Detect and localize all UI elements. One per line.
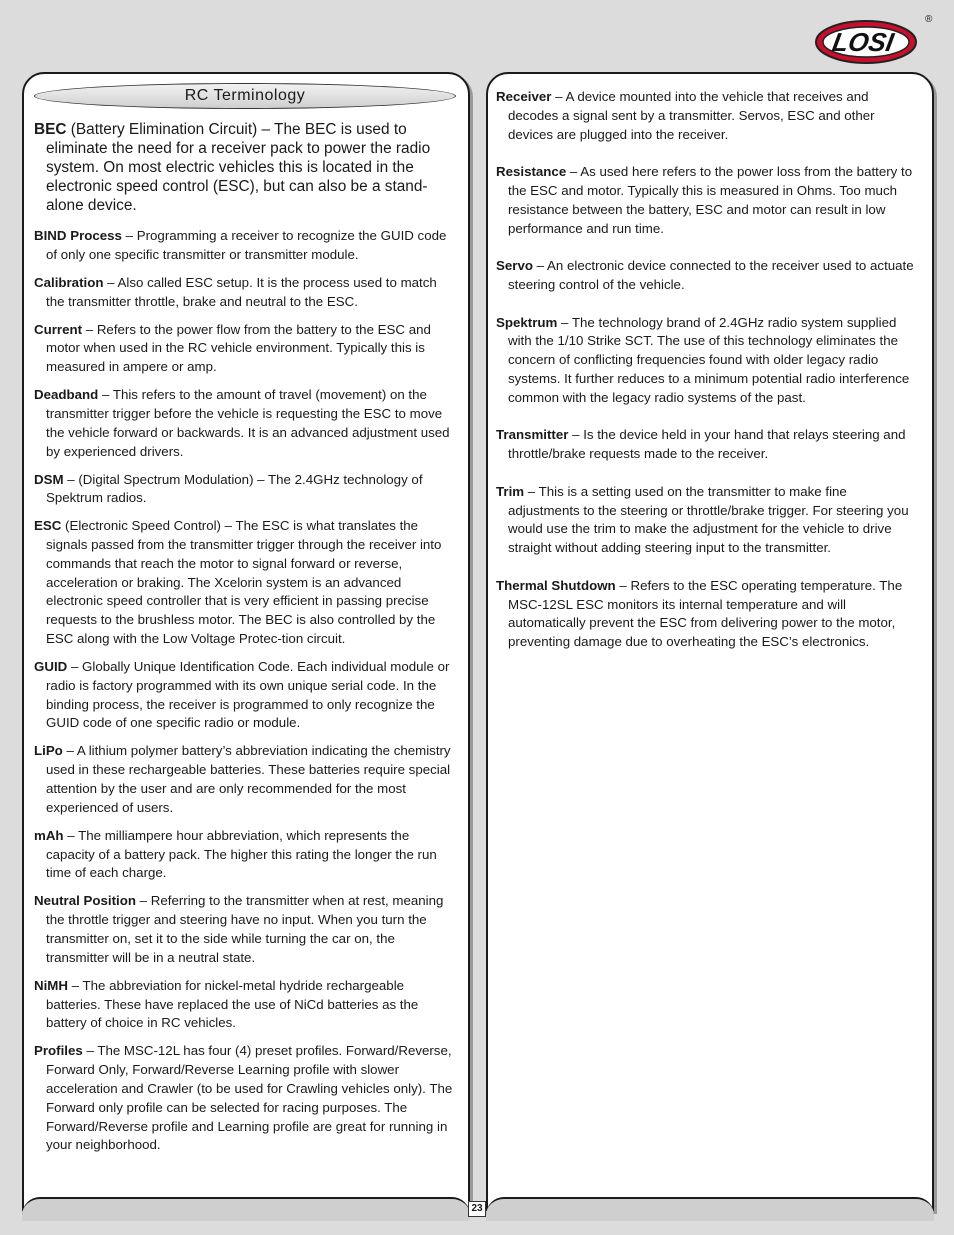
glossary-definition: – Is the device held in your hand that relays steering and throttle/brake requests made to the receiver. xyxy=(508,427,906,462)
glossary-definition: – This refers to the amount of travel (movement) on the transmitter trigger before the vehicle is requesting the ESC to move the vehicle forward or backwards. It is an advanced adjustment used by experienced drivers. xyxy=(46,387,450,459)
glossary-term: Trim xyxy=(496,483,525,499)
glossary-definition: – Globally Unique Identification Code. Each individual module or radio is factory programmed with its own unique serial code. In the binding process, the receiver is programmed to only recognize the GUID code of one specific radio or module. xyxy=(46,659,450,731)
glossary-definition: – Also called ESC setup. It is the process used to match the transmitter throttle, brake and neutral to the ESC. xyxy=(46,274,437,309)
glossary-definition: – The MSC-12L has four (4) preset profiles. Forward/Reverse, Forward Only, Forward/Reverse Learning profile with slower acceleration and Crawler (to be used for Crawling vehicles only). The Forward only profile can be selected for racing purposes. The Forward/Reverse profile and Learning profile are great for running in your neighborhood. xyxy=(46,1043,453,1153)
glossary-definition: – The technology brand of 2.4GHz radio system supplied with the 1/10 Strike SCT. The use of this technology eliminates the concern of conflicting frequencies found with older legacy radio systems. It further reduces to a minimum potential radio interference common with the legacy radio systems of the past. xyxy=(508,314,910,405)
glossary-definition: – This is a setting used on the transmitter to make fine adjustments to the steering or throttle/brake trigger. For steering you would use the trim to make the adjustment for the vehicle to drive straight without adding steering input to the transmitter. xyxy=(508,483,909,556)
glossary-entry xyxy=(34,227,456,265)
glossary-entry xyxy=(34,827,456,883)
glossary-term: Resistance xyxy=(496,164,567,180)
glossary-term: BEC xyxy=(34,121,67,138)
registered-mark: ® xyxy=(925,14,933,25)
glossary-definition: – A device mounted into the vehicle that receives and decodes a signal sent by a transmitter. Servos, ESC and other devices are plugged into the receiver. xyxy=(508,89,875,142)
left-column xyxy=(34,120,456,1164)
page-number: 23 xyxy=(468,1201,486,1217)
glossary-definition: – As used here refers to the power loss from the battery to the ESC and motor. Typically this is measured in Ohms. Too much resistance between the battery, ESC and motor can result in low performance and run time. xyxy=(508,164,913,236)
glossary-definition: – A lithium polymer battery’s abbreviation indicating the chemistry used in these rechargeable batteries. These batteries require special attention by the user and are only recommended for the most experienced of users. xyxy=(46,743,451,815)
glossary-term: Calibration xyxy=(34,274,104,290)
left-panel-footer xyxy=(22,1197,470,1221)
glossary-definition: – (Digital Spectrum Modulation) – The 2.4GHz technology of Spektrum radios. xyxy=(46,471,423,506)
glossary-term: ESC xyxy=(34,518,62,534)
glossary-term: Transmitter xyxy=(496,427,569,443)
glossary-definition: – Referring to the transmitter when at rest, meaning the throttle trigger and steering have no input. When you turn the transmitter on, set it to the side while turning the car on, the transmitter will be in a neutral state. xyxy=(46,893,444,965)
section-title: RC Terminology xyxy=(34,83,456,109)
glossary-term: mAh xyxy=(34,827,64,843)
glossary-definition: – Refers to the ESC operating temperature. The MSC-12SL ESC monitors its internal temperature and will automatically prevent the ESC from delivering power to the motor, preventing damage due to overheating the ESC’s electronics. xyxy=(508,577,903,650)
glossary-term: Thermal Shutdown xyxy=(496,577,616,593)
glossary-term: Receiver xyxy=(496,89,552,104)
glossary-term: Deadband xyxy=(34,387,99,403)
glossary-entry xyxy=(34,892,456,967)
glossary-term: Profiles xyxy=(34,1043,83,1059)
glossary-term: BIND Process xyxy=(34,228,122,243)
glossary-entry xyxy=(496,577,920,652)
glossary-definition: – The milliampere hour abbreviation, which represents the capacity of a battery pack. The higher this rating the longer the run time of each charge. xyxy=(46,827,437,881)
glossary-term: GUID xyxy=(34,659,68,675)
glossary-entry xyxy=(34,274,456,312)
glossary-term: Servo xyxy=(496,258,533,274)
glossary-term: DSM xyxy=(34,471,64,487)
glossary-term: NiMH xyxy=(34,977,68,993)
glossary-definition: – Refers to the power flow from the battery to the ESC and motor when used in the RC vehicle environment. Typically this is measured in ampere or amp. xyxy=(46,321,431,375)
glossary-entry xyxy=(496,314,920,408)
glossary-entry xyxy=(496,426,920,464)
glossary-entry xyxy=(34,471,456,509)
glossary-entry xyxy=(34,742,456,817)
glossary-entry xyxy=(34,120,456,215)
glossary-entry xyxy=(34,1042,456,1155)
logo-wordmark: LOSI xyxy=(830,27,896,57)
glossary-term: Current xyxy=(34,321,83,337)
right-column xyxy=(496,88,920,671)
glossary-term: Spektrum xyxy=(496,314,558,330)
glossary-definition: (Battery Elimination Circuit) – The BEC is used to eliminate the need for a receiver pack to power the radio system. On most electric vehicles this is located in the electronic speed control (ESC), but can also be a stand-alone device. xyxy=(46,121,431,214)
glossary-definition: (Electronic Speed Control) – The ESC is what translates the signals passed from the transmitter trigger through the receiver into commands that reach the motor to signal forward or reverse, acceleration or braking. The Xcelorin system is an advanced electronic speed controller that is very efficient in passing precise requests to the brushless motor. The BEC is also controlled by the ESC along with the Low Voltage Protec-tion circuit. xyxy=(46,518,442,647)
glossary-entry xyxy=(496,483,920,558)
glossary-entry xyxy=(34,517,456,649)
right-panel-footer xyxy=(486,1197,934,1221)
glossary-term: LiPo xyxy=(34,743,63,759)
glossary-entry xyxy=(496,88,920,144)
losi-logo xyxy=(812,14,924,66)
glossary-definition: – The abbreviation for nickel-metal hydride rechargeable batteries. These have replaced the use of NiCd batteries as the battery of choice in RC vehicles. xyxy=(46,977,419,1031)
glossary-entry xyxy=(34,658,456,733)
glossary-entry xyxy=(34,321,456,377)
glossary-definition: – Programming a receiver to recognize the GUID code of only one specific transmitter or transmitter module. xyxy=(46,228,447,262)
glossary-entry xyxy=(34,386,456,461)
glossary-entry xyxy=(496,163,920,238)
glossary-definition: – An electronic device connected to the receiver used to actuate steering control of the vehicle. xyxy=(508,258,914,292)
glossary-entry xyxy=(34,977,456,1033)
glossary-entry xyxy=(496,257,920,295)
glossary-term: Neutral Position xyxy=(34,893,136,909)
